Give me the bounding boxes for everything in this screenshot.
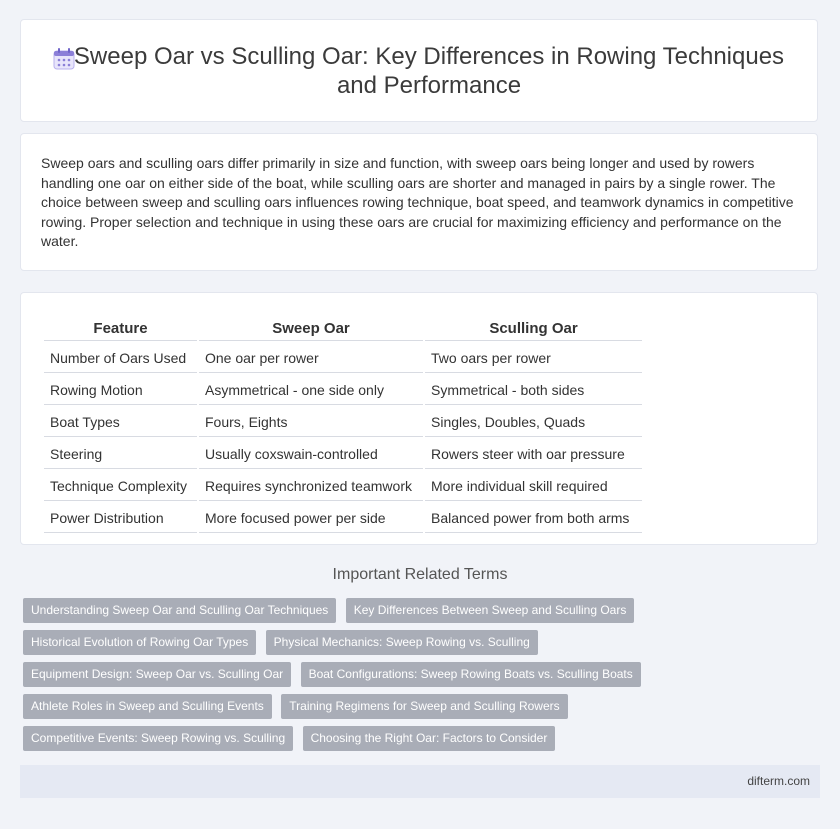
header-sweep-oar: Sweep Oar bbox=[199, 316, 423, 341]
footer-site-link[interactable]: difterm.com bbox=[747, 774, 810, 788]
sweep-cell: Fours, Eights bbox=[199, 407, 423, 437]
related-terms-heading: Important Related Terms bbox=[332, 566, 508, 583]
related-terms-list bbox=[23, 598, 813, 758]
intro-card bbox=[20, 133, 818, 271]
sculling-cell: Symmetrical - both sides bbox=[425, 375, 642, 405]
feature-cell: Technique Complexity bbox=[44, 471, 197, 501]
feature-cell: Rowing Motion bbox=[44, 375, 197, 405]
sculling-cell: Singles, Doubles, Quads bbox=[425, 407, 642, 437]
table-row bbox=[44, 343, 642, 373]
related-term-tag[interactable]: Boat Configurations: Sweep Rowing Boats vs. Sculling Boats bbox=[301, 662, 641, 687]
related-term-tag[interactable]: Athlete Roles in Sweep and Sculling Events bbox=[23, 694, 272, 719]
sculling-cell: More individual skill required bbox=[425, 471, 642, 501]
table-row bbox=[44, 503, 642, 533]
sweep-cell: One oar per rower bbox=[199, 343, 423, 373]
sculling-cell: Balanced power from both arms bbox=[425, 503, 642, 533]
sweep-cell: Requires synchronized teamwork bbox=[199, 471, 423, 501]
comparison-table bbox=[42, 314, 644, 535]
table-row bbox=[44, 439, 642, 469]
related-term-tag[interactable]: Equipment Design: Sweep Oar vs. Sculling Oar bbox=[23, 662, 291, 687]
table-row bbox=[44, 407, 642, 437]
related-term-tag[interactable]: Historical Evolution of Rowing Oar Types bbox=[23, 630, 256, 655]
intro-paragraph: Sweep oars and sculling oars differ primarily in size and function, with sweep oars being longer and used by rowers handling one oar on either side of the boat, while sculling oars are shorter and managed in pairs by a single rower. The choice between sweep and sculling oars influences rowing technique, boat speed, and teamwork dynamics in competitive rowing. Proper selection and technique in using these oars are crucial for maximizing efficiency and performance on the water. bbox=[41, 155, 794, 249]
sweep-cell: Asymmetrical - one side only bbox=[199, 375, 423, 405]
sculling-cell: Two oars per rower bbox=[425, 343, 642, 373]
related-term-tag[interactable]: Key Differences Between Sweep and Sculling Oars bbox=[346, 598, 635, 623]
header-sculling-oar: Sculling Oar bbox=[425, 316, 642, 341]
sculling-cell: Rowers steer with oar pressure bbox=[425, 439, 642, 469]
header-feature: Feature bbox=[44, 316, 197, 341]
comparison-table-card bbox=[20, 292, 818, 545]
related-term-tag[interactable]: Competitive Events: Sweep Rowing vs. Sculling bbox=[23, 726, 293, 751]
related-term-tag[interactable]: Training Regimens for Sweep and Sculling Rowers bbox=[281, 694, 567, 719]
table-row bbox=[44, 375, 642, 405]
related-term-tag[interactable]: Choosing the Right Oar: Factors to Consider bbox=[303, 726, 556, 751]
page-title: Sweep Oar vs Sculling Oar: Key Differences in Rowing Techniques and Performance bbox=[73, 43, 785, 99]
sweep-cell: Usually coxswain-controlled bbox=[199, 439, 423, 469]
table-row bbox=[44, 471, 642, 501]
feature-cell: Number of Oars Used bbox=[44, 343, 197, 373]
feature-cell: Boat Types bbox=[44, 407, 197, 437]
sweep-cell: More focused power per side bbox=[199, 503, 423, 533]
feature-cell: Steering bbox=[44, 439, 197, 469]
related-term-tag[interactable]: Understanding Sweep Oar and Sculling Oar Techniques bbox=[23, 598, 336, 623]
related-term-tag[interactable]: Physical Mechanics: Sweep Rowing vs. Sculling bbox=[266, 630, 538, 655]
footer bbox=[20, 765, 820, 798]
feature-cell: Power Distribution bbox=[44, 503, 197, 533]
header-card bbox=[20, 19, 818, 122]
table-header-row bbox=[44, 316, 642, 341]
